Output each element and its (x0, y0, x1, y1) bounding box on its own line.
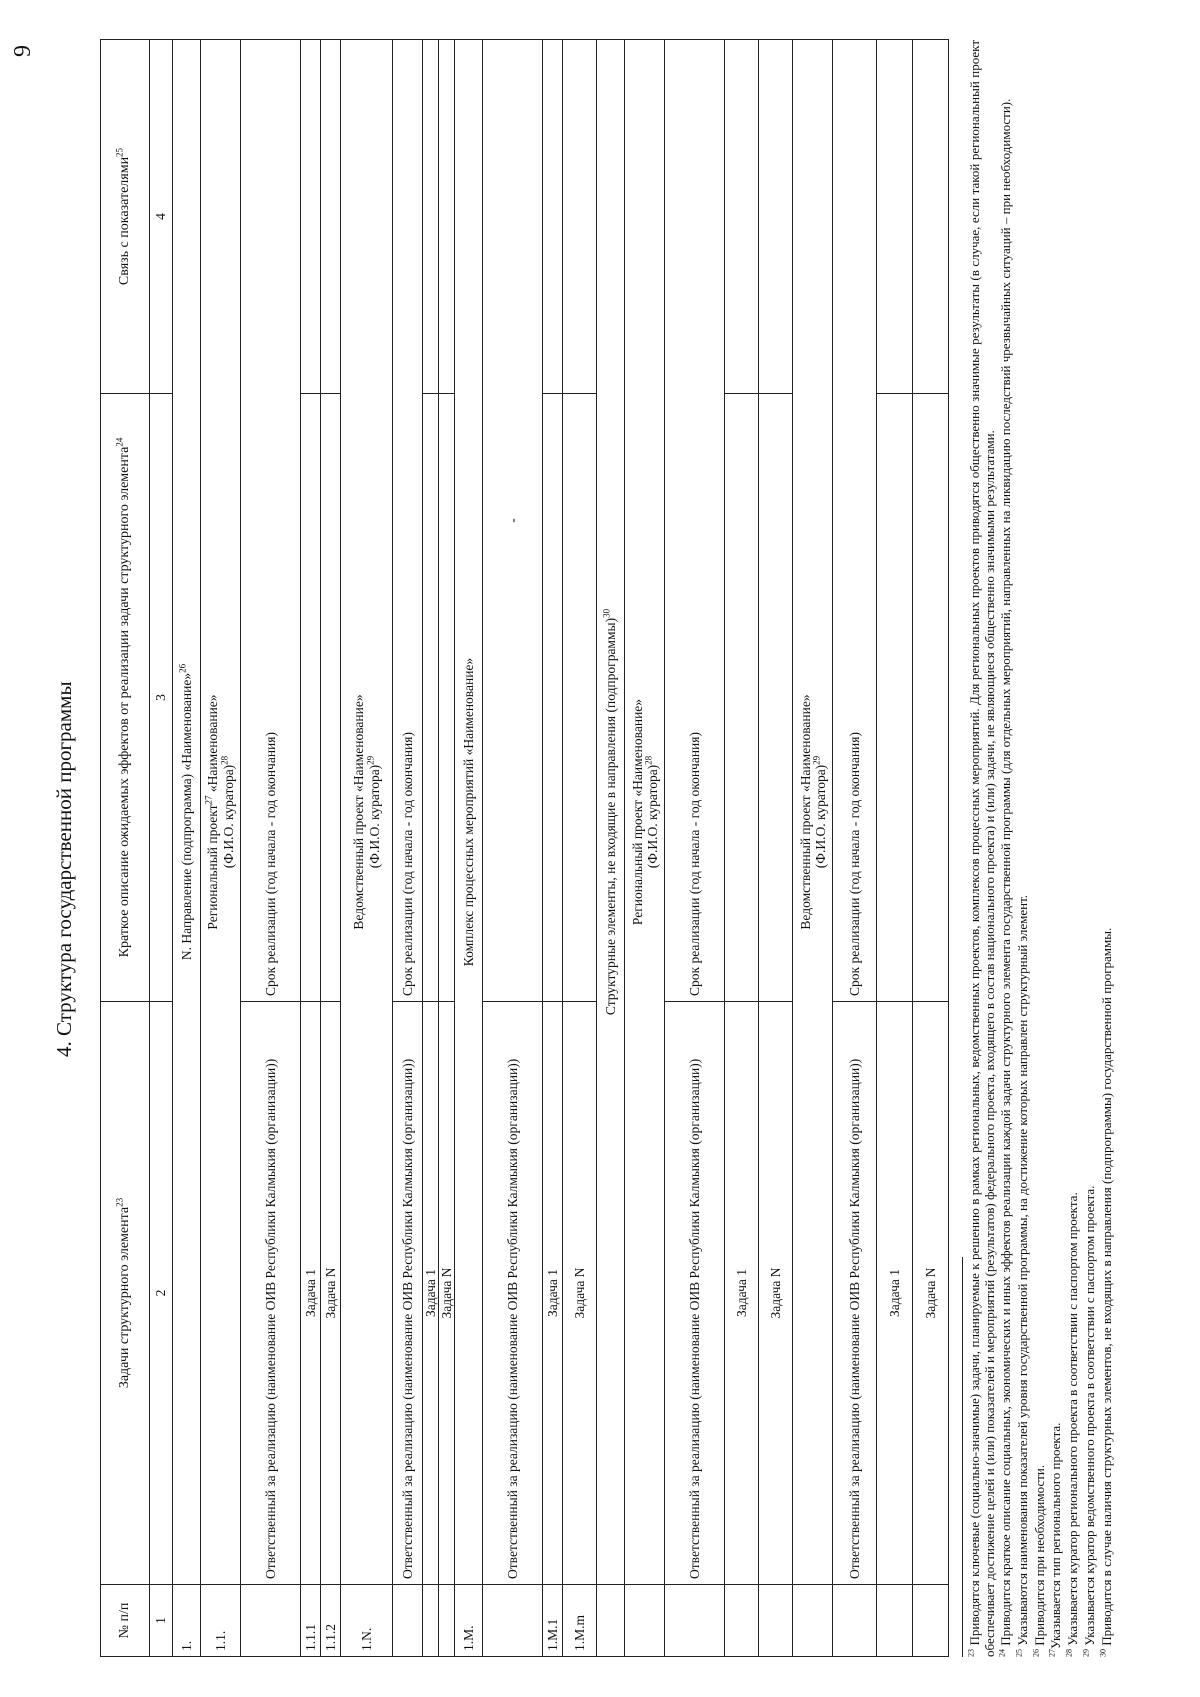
table-row (543, 40, 563, 1657)
table-row (341, 40, 393, 1657)
indicator-cell (321, 40, 341, 394)
page-number: 9 (10, 45, 36, 57)
program-structure-table (100, 39, 949, 1657)
indicator-cell (423, 40, 439, 394)
indicator-cell (877, 40, 913, 394)
footnote: $^{25}$ Указываются наименования показателей уровня государственной программы, на достижение которых направлен структурный элемент. (1014, 894, 1031, 1657)
table-row (393, 40, 423, 1657)
implementation-period-cell: Срок реализации (год начала - год окончания) (665, 40, 725, 1002)
task-cell: Задача N (913, 1002, 949, 1585)
responsible-cell: Ответственный за реализацию (наименование ОИВ Республики Калмыкия (организации)) (241, 1002, 301, 1585)
indicator-cell (563, 40, 597, 394)
table-row (725, 40, 759, 1657)
table-row (439, 40, 455, 1657)
table-row (563, 40, 597, 1657)
row-number: 1.1. (201, 1585, 241, 1657)
footnote: $^{30}$ Приводится в случае наличия структурных элементов, не входящих в направления (подпрограммы) государственной программы. (1098, 927, 1114, 1657)
effect-cell (301, 394, 321, 1002)
process-complex-title: Комплекс процессных мероприятий «Наименование» (455, 40, 483, 1585)
structural-elements-title: Структурные элементы, не входящие в направления (подпрограммы)$^{30}$ (597, 40, 625, 1585)
indicator-cell (439, 40, 455, 394)
table-row (625, 40, 665, 1657)
row-number (423, 1585, 439, 1657)
responsible-cell: Ответственный за реализацию (наименование ОИВ Республики Калмыкия (организации)) (393, 1002, 423, 1585)
row-number (833, 1585, 877, 1657)
row-number: 1.М.m (563, 1585, 597, 1657)
table-header-row (101, 40, 150, 1657)
task-cell: Задача 1 (877, 1002, 913, 1585)
row-number: 1.1.2 (321, 1585, 341, 1657)
effect-cell (563, 394, 597, 1002)
table-row (665, 40, 725, 1657)
column-numbers-row (150, 40, 173, 1657)
task-cell: Задача 1 (301, 1002, 321, 1585)
indicator-cell (913, 40, 949, 394)
responsible-cell: Ответственный за реализацию (наименование ОИВ Республики Калмыкия (организации)) (833, 1002, 877, 1585)
effect-cell (439, 394, 455, 1002)
table-row (483, 40, 543, 1657)
effect-cell (423, 394, 439, 1002)
row-number: 1.М. (455, 1585, 483, 1657)
row-number (793, 1585, 833, 1657)
task-cell: Задача 1 (543, 1002, 563, 1585)
column-number: 2 (150, 1002, 173, 1585)
implementation-period-cell: Срок реализации (год начала - год окончания) (833, 40, 877, 1002)
task-cell: Задача N (439, 1002, 455, 1585)
table-row (241, 40, 301, 1657)
column-number: 4 (150, 40, 173, 394)
effect-cell (759, 394, 793, 1002)
table-row (793, 40, 833, 1657)
table-row (759, 40, 793, 1657)
footnote: $^{29}$ Указывается куратор ведомственного проекта в соответствии с паспортом проекта. (1081, 1185, 1097, 1657)
regional-project-title: Региональный проект$^{27}$ «Наименование» (Ф.И.О. куратора)$^{28}$ (201, 40, 241, 1585)
row-number (597, 1585, 625, 1657)
table-row (201, 40, 241, 1657)
footnote-separator (962, 1257, 963, 1657)
row-number (625, 1585, 665, 1657)
footnote: $^{26}$ Приводится при необходимости. (1031, 1464, 1047, 1657)
implementation-period-cell: Срок реализации (год начала - год окончания) (241, 40, 301, 1002)
column-number: 1 (150, 1585, 173, 1657)
effect-cell (321, 394, 341, 1002)
header-effects: Краткое описание ожидаемых эффектов от реализации задачи структурного элемента$^{24}$ (101, 394, 150, 1002)
table-row (173, 40, 201, 1657)
table-row (597, 40, 625, 1657)
row-number: 1.1.1 (301, 1585, 321, 1657)
effect-cell (543, 394, 563, 1002)
footnote: $^{28}$ Указывается куратор регионального проекта в соответствии с паспортом проекта. (1064, 1192, 1081, 1657)
table-row (833, 40, 877, 1657)
table-row (455, 40, 483, 1657)
table-row (913, 40, 949, 1657)
row-number (913, 1585, 949, 1657)
table-row (321, 40, 341, 1657)
indicator-cell (725, 40, 759, 394)
footnote: $^{23}$ Приводятся ключевые (социально-значимые) задачи, планируемые к решению в рамках региональных, ведомственных проектов, комплексов процессных мероприятий. Для региональных проектов приводятся общественно значимые результаты (в случае, если такой региональный проект обеспечивает достижение целей и (или) показателей и мероприятий (результатов) федерального проекта, входящего в состав национального проекта) и (или) задачи, не являющиеся общественно значимыми результатами. (966, 40, 997, 1657)
effect-cell (913, 394, 949, 1002)
indicator-cell (301, 40, 321, 394)
table-row (301, 40, 321, 1657)
effect-cell (877, 394, 913, 1002)
header-tasks: Задачи структурного элемента$^{23}$ (101, 1002, 150, 1585)
row-number: 1.М.1 (543, 1585, 563, 1657)
task-cell: Задача 1 (423, 1002, 439, 1585)
task-cell: Задача N (563, 1002, 597, 1585)
implementation-period-cell: - (483, 40, 543, 1002)
header-number: № п/п (101, 1585, 150, 1657)
direction-title: N. Направление (подпрограмма) «Наименование»$^{26}$ (173, 40, 201, 1585)
page-title: 4. Структура государственной программы (52, 681, 76, 1057)
table-row (877, 40, 913, 1657)
implementation-period-cell: Срок реализации (год начала - год окончания) (393, 40, 423, 1002)
row-number (759, 1585, 793, 1657)
footnote: $^{27}$Указывается тип регионального проекта. (1048, 1422, 1064, 1657)
departmental-project-title: Ведомственный проект «Наименование» (Ф.И.О. куратора)$^{29}$ (341, 40, 393, 1585)
row-number (665, 1585, 725, 1657)
task-cell: Задача N (321, 1002, 341, 1585)
column-number: 3 (150, 394, 173, 1002)
indicator-cell (543, 40, 563, 394)
row-number (439, 1585, 455, 1657)
effect-cell (725, 394, 759, 1002)
footnote: $^{24}$ Приводится краткое описание социальных, экономических и иных эффектов реализации каждой задачи структурного элемента государственной программы (для отдельных мероприятий, направленных на ликвидацию последствий чрезвычайных ситуаций – при необходимости). (998, 98, 1014, 1657)
responsible-cell: Ответственный за реализацию (наименование ОИВ Республики Калмыкия (организации)) (483, 1002, 543, 1585)
row-number: 1.N. (341, 1585, 393, 1657)
regional-project-title: Региональный проект «Наименование» (Ф.И.О. куратора)$^{28}$ (625, 40, 665, 1585)
task-cell: Задача N (759, 1002, 793, 1585)
row-number (393, 1585, 423, 1657)
header-indicators: Связь с показателями$^{25}$ (101, 40, 150, 394)
task-cell: Задача 1 (725, 1002, 759, 1585)
responsible-cell: Ответственный за реализацию (наименование ОИВ Республики Калмыкия (организации)) (665, 1002, 725, 1585)
row-number (877, 1585, 913, 1657)
footnotes (962, 40, 1116, 1657)
table-row (423, 40, 439, 1657)
row-number: 1. (173, 1585, 201, 1657)
indicator-cell (759, 40, 793, 394)
row-number (483, 1585, 543, 1657)
row-number (725, 1585, 759, 1657)
row-number (241, 1585, 301, 1657)
departmental-project-title: Ведомственный проект «Наименование» (Ф.И.О. куратора)$^{29}$ (793, 40, 833, 1585)
